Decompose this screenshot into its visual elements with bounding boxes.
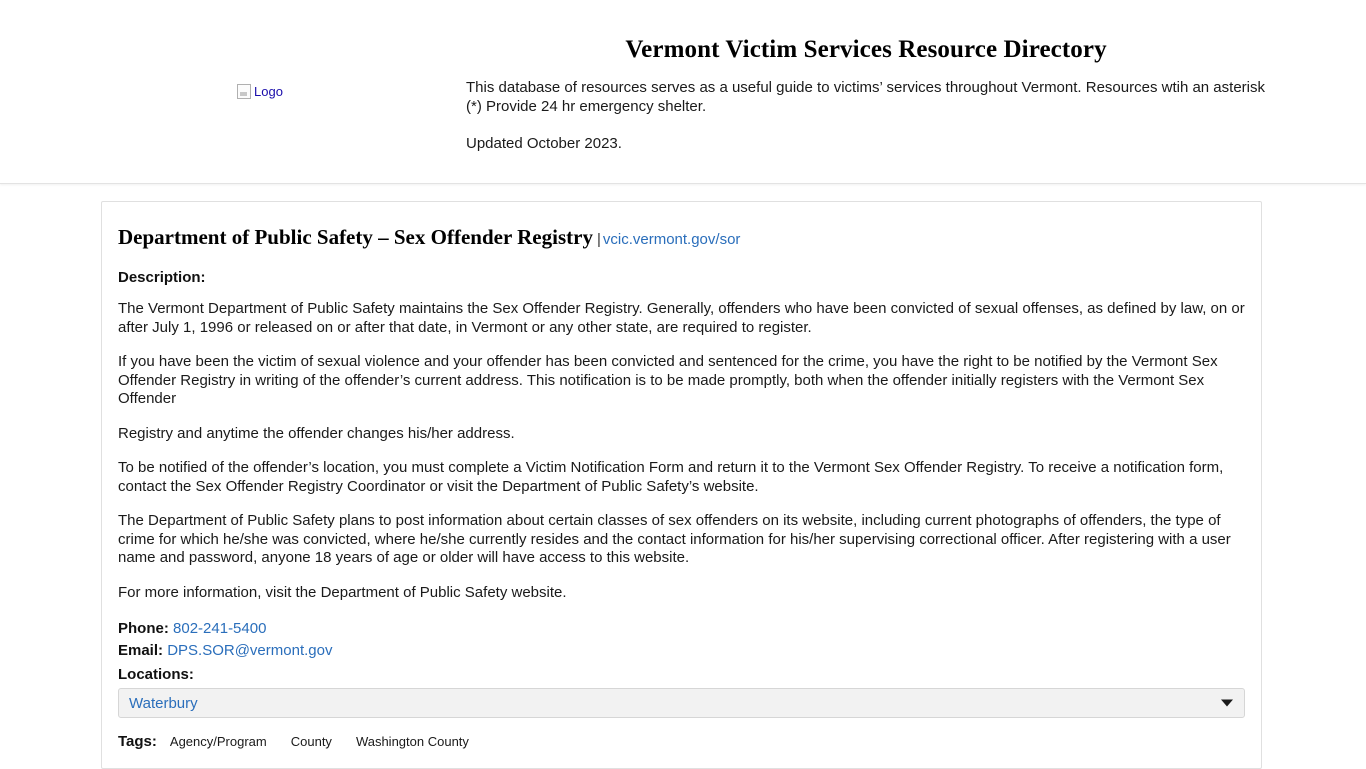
page-title: Vermont Victim Services Resource Directory bbox=[625, 36, 1107, 63]
description-paragraph-2: If you have been the victim of sexual violence and your offender has been convicted and sentenced for the crime, you have the right to be notified by the Vermont Sex Offender Registry in writing of the offender’s current address. This notification is to be made promptly, both when the offender initially registers with the Vermont Sex Offender bbox=[118, 353, 1218, 407]
phone-link[interactable]: 802-241-5400 bbox=[173, 620, 267, 637]
description-paragraph-4: To be notified of the offender’s location, you must complete a Victim Notification Form and return it to the Vermont Sex Offender Registry. To receive a notification form, contact the Sex Offender Registry Coordinator or visit the Department of Public Safety’s website. bbox=[118, 459, 1224, 495]
phone-label: Phone: bbox=[118, 620, 169, 637]
description-paragraph-5: The Department of Public Safety plans to post information about certain classes of sex offenders on its website, including current photographs of offenders, the type of crime for which he/she was convicted, where he/she currently resides and the contact information for his/her supervising correctional officer. After registering with a user name and password, anyone 18 years of age or older will have access to this website. bbox=[118, 512, 1231, 566]
tag-item[interactable]: Agency/Program bbox=[169, 734, 267, 749]
description-label: Description: bbox=[118, 269, 206, 286]
email-link[interactable]: DPS.SOR@vermont.gov bbox=[167, 642, 333, 659]
resource-website-link[interactable]: vcic.vermont.gov/sor bbox=[602, 231, 741, 248]
resource-card bbox=[101, 201, 1262, 769]
description-paragraph-3: Registry and anytime the offender changes his/her address. bbox=[118, 424, 515, 442]
email-label: Email: bbox=[118, 642, 164, 659]
tag-item[interactable]: Washington County bbox=[355, 734, 469, 749]
tags-label: Tags: bbox=[118, 733, 157, 750]
locations-dropdown[interactable] bbox=[118, 688, 1245, 718]
description-paragraph-1: The Vermont Department of Public Safety maintains the Sex Offender Registry. Generally, offenders who have been convicted of sexual offenses, as defined by law, on or after July 1, 1996 or released on or after that date, in Vermont or any other state, are required to register. bbox=[118, 300, 1245, 336]
broken-image-icon bbox=[237, 84, 251, 99]
title-separator: | bbox=[596, 231, 601, 248]
resource-name: Department of Public Safety – Sex Offender Registry bbox=[118, 225, 593, 249]
logo-alt-text: Logo bbox=[254, 84, 283, 99]
logo bbox=[237, 84, 283, 99]
resource-title-row bbox=[118, 224, 1245, 253]
site-updated-date: Updated October 2023. bbox=[466, 135, 622, 152]
email-row bbox=[118, 640, 1245, 662]
tag-item[interactable]: County bbox=[290, 734, 332, 749]
chevron-down-icon[interactable] bbox=[1221, 700, 1233, 707]
content-area bbox=[0, 184, 1366, 769]
phone-row bbox=[118, 618, 1245, 640]
tags-row bbox=[118, 733, 1245, 750]
description-paragraph-6: For more information, visit the Department of Public Safety website. bbox=[118, 583, 567, 601]
locations-selected-value: Waterbury bbox=[129, 694, 198, 712]
header-text-block bbox=[466, 34, 1266, 153]
site-description: This database of resources serves as a useful guide to victims’ services throughout Vermont. Resources wtih an asterisk (*) Provide 24 hr emergency shelter. bbox=[466, 79, 1265, 115]
site-header bbox=[0, 0, 1366, 184]
locations-label: Locations: bbox=[118, 666, 194, 683]
